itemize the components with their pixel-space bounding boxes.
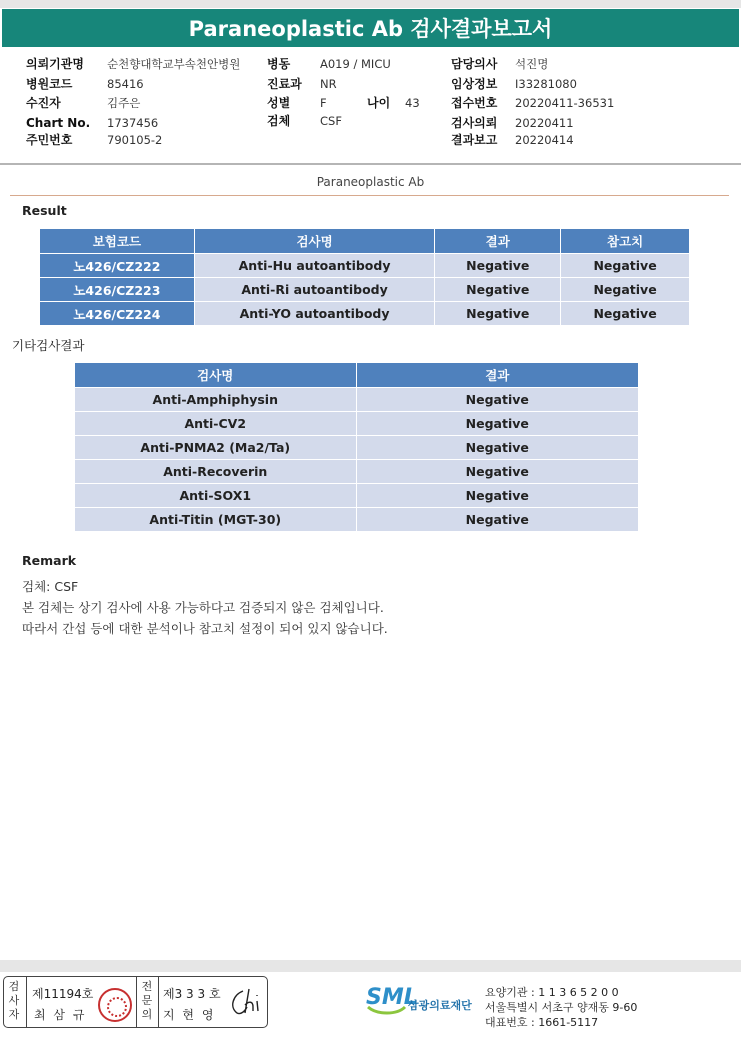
table-row [40, 278, 690, 302]
report-value: 20220414 [515, 133, 574, 147]
remark-label: Remark [22, 553, 77, 568]
hcode-label: 병원코드 [26, 77, 73, 91]
result-table [39, 228, 690, 326]
doctor-value: 석진명 [515, 57, 549, 71]
info-divider [0, 163, 741, 165]
col-header-code: 보험코드 [40, 229, 195, 254]
ward-label: 병동 [267, 57, 291, 71]
test-name: Anti-CV2 [75, 412, 357, 436]
report-label: 결과보고 [451, 133, 498, 147]
col-header-test: 검사명 [194, 229, 435, 254]
test-name: Anti-YO autoantibody [194, 302, 435, 326]
test-name: Anti-Hu autoantibody [194, 254, 435, 278]
table-row [75, 508, 639, 532]
section-title: Paraneoplastic Ab [316, 175, 425, 189]
remark-line: 따라서 간섭 등에 대한 분석이나 참고치 설정이 되어 있지 않습니다. [22, 621, 388, 636]
other-results-table [74, 362, 639, 532]
seal-stamp [98, 988, 132, 1022]
doctor-label: 담당의사 [451, 57, 498, 71]
chart-label: Chart No. [26, 116, 91, 130]
test-result: Negative [435, 302, 561, 326]
receipt-label: 접수번호 [451, 96, 498, 110]
hcode-value: 85416 [107, 77, 144, 91]
age-label: 나이 [367, 96, 391, 110]
clinical-label: 임상정보 [451, 77, 498, 91]
insurance-code: 노426/CZ222 [40, 254, 195, 278]
rrn-label: 주민번호 [26, 133, 73, 147]
test-result: Negative [356, 436, 638, 460]
org-name: 삼광의료재단 [408, 999, 472, 1012]
remark-line: 본 검체는 상기 검사에 사용 가능하다고 검증되지 않은 검체입니다. [22, 600, 384, 615]
reference-value: Negative [561, 302, 690, 326]
clinical-value: I33281080 [515, 77, 577, 91]
phone-number: 대표번호 : 1661-5117 [485, 1016, 599, 1029]
remark-line: 검체: CSF [22, 579, 79, 594]
dept-label: 진료과 [267, 77, 302, 91]
receipt-value: 20220411-36531 [515, 96, 615, 110]
receiver-value: 김주은 [107, 96, 141, 110]
test-result: Negative [435, 278, 561, 302]
hospital-value: 순천향대학교부속천안병원 [107, 57, 241, 71]
request-label: 검사의뢰 [451, 116, 498, 130]
specimen-value: CSF [320, 114, 342, 128]
reference-value: Negative [561, 254, 690, 278]
specimen-label: 검체 [267, 114, 291, 128]
test-name: Anti-Amphiphysin [75, 388, 357, 412]
other-table-header [75, 363, 639, 388]
specialist-label: 전 문 의 [141, 980, 153, 1021]
sex-value: F [320, 96, 327, 110]
result-label: Result [22, 203, 67, 218]
examiner-label: 검 사 자 [8, 980, 20, 1021]
table-row [40, 254, 690, 278]
specialist-license: 제3 3 3 호 [163, 987, 221, 1001]
age-value: 43 [405, 96, 420, 110]
insurance-code: 노426/CZ223 [40, 278, 195, 302]
test-name: Anti-SOX1 [75, 484, 357, 508]
hospital-label: 의뢰기관명 [26, 57, 84, 71]
test-name: Anti-PNMA2 (Ma2/Ta) [75, 436, 357, 460]
sex-label: 성별 [267, 96, 291, 110]
test-name: Anti-Recoverin [75, 460, 357, 484]
top-band [0, 0, 741, 8]
receiver-label: 수진자 [26, 96, 61, 110]
address: 서울특별시 서초구 양재동 9-60 [485, 1001, 638, 1014]
test-name: Anti-Titin (MGT-30) [75, 508, 357, 532]
section-divider [10, 195, 729, 196]
test-result: Negative [356, 508, 638, 532]
ward-value: A019 / MICU [320, 57, 391, 71]
other-results-label: 기타검사결과 [12, 338, 85, 353]
table-row [75, 412, 639, 436]
test-name: Anti-Ri autoantibody [194, 278, 435, 302]
test-result: Negative [356, 484, 638, 508]
examiner-license: 제11194호 [32, 987, 94, 1001]
table-row [75, 460, 639, 484]
reference-value: Negative [561, 278, 690, 302]
request-value: 20220411 [515, 116, 574, 130]
divider [136, 977, 137, 1027]
table-row [75, 388, 639, 412]
col-header-result: 결과 [435, 229, 561, 254]
test-result: Negative [356, 388, 638, 412]
chart-value: 1737456 [107, 116, 159, 130]
table-row [75, 436, 639, 460]
table-row [75, 484, 639, 508]
result-table-header [40, 229, 690, 254]
dept-value: NR [320, 77, 337, 91]
insurance-code: 노426/CZ224 [40, 302, 195, 326]
col-header-test: 검사명 [75, 363, 357, 388]
test-result: Negative [356, 412, 638, 436]
divider [26, 977, 27, 1027]
signature [227, 987, 265, 1019]
examiner-name: 최 삼 규 [34, 1008, 87, 1022]
bottom-band [0, 960, 741, 972]
agency-number: 요양기관 : 1 1 3 6 5 2 0 0 [485, 986, 619, 999]
rrn-value: 790105-2 [107, 133, 163, 147]
col-header-reference: 참고치 [561, 229, 690, 254]
test-result: Negative [356, 460, 638, 484]
table-row [40, 302, 690, 326]
signature-box [3, 976, 268, 1028]
report-title: Paraneoplastic Ab 검사결과보고서 [2, 9, 739, 47]
col-header-result: 결과 [356, 363, 638, 388]
specialist-name: 지 현 영 [163, 1008, 216, 1022]
sml-logo-text: SML [366, 985, 418, 1010]
divider [158, 977, 159, 1027]
test-result: Negative [435, 254, 561, 278]
